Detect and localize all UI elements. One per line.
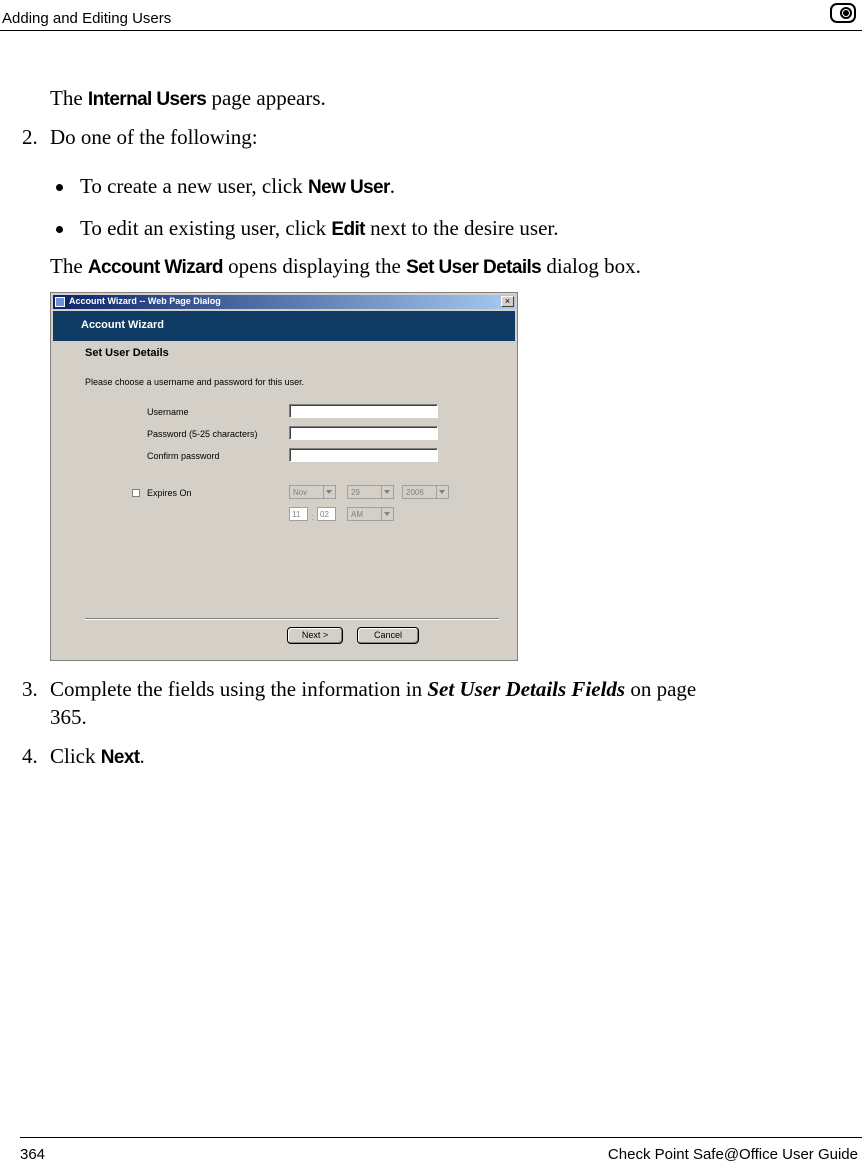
step-4-end: . [139, 744, 145, 768]
account-wizard-term: Account Wizard [87, 257, 223, 278]
step-4-text: Click [50, 744, 101, 768]
chevron-down-icon [436, 486, 448, 498]
confirm-password-input[interactable] [289, 448, 438, 462]
bullet-1-text: To create a new user, click [80, 174, 308, 198]
footer-divider [20, 1137, 862, 1138]
expires-on-label: Expires On [147, 488, 192, 498]
step-2-text: Do one of the following: [50, 125, 258, 149]
username-label: Username [147, 407, 189, 417]
day-select[interactable] [347, 485, 394, 499]
wizard-banner-title: Account Wizard [81, 319, 165, 331]
wizard-paragraph [50, 254, 641, 279]
bullet-2-text: To edit an existing user, click [80, 216, 332, 240]
cancel-button[interactable]: Cancel [357, 627, 419, 644]
step-4-number: 4. [22, 744, 38, 768]
new-user-term: New User [308, 177, 390, 198]
dialog-divider [85, 618, 499, 620]
logo-dot [843, 10, 849, 16]
edit-term: Edit [331, 219, 365, 240]
bullet-item-edit [80, 216, 559, 241]
step-3-text-end: on page [625, 677, 697, 701]
chevron-down-icon [381, 486, 393, 498]
chevron-down-icon [323, 486, 335, 498]
wizard-banner [53, 311, 515, 341]
minute-value: 02 [320, 510, 329, 519]
step-3-page-ref: 365. [50, 705, 87, 729]
guide-title: Check Point Safe@Office User Guide [607, 1146, 858, 1163]
bullet-icon [56, 184, 63, 191]
step-2 [22, 125, 258, 150]
dialog-window-title: Account Wizard -- Web Page Dialog [69, 296, 221, 306]
next-button[interactable]: Next > [287, 627, 343, 644]
set-user-details-term: Set User Details [406, 257, 542, 278]
wizard-text-mid: opens displaying the [222, 254, 407, 278]
chevron-down-icon [381, 508, 393, 520]
step-4 [22, 744, 145, 769]
header-divider [0, 30, 862, 31]
next-term: Next [100, 747, 140, 768]
intro-paragraph [50, 86, 326, 111]
minute-input[interactable] [317, 507, 336, 521]
wizard-text-start: The [50, 254, 88, 278]
password-label: Password (5-25 characters) [147, 429, 258, 439]
bullet-2-end: next to the desire user. [364, 216, 559, 240]
year-value: 2006 [406, 488, 424, 497]
dialog-title-bar [53, 295, 515, 309]
year-select[interactable] [402, 485, 449, 499]
step-3-number: 3. [22, 677, 38, 701]
page-number: 364 [20, 1146, 46, 1163]
intro-text: The [50, 86, 88, 110]
bullet-item-new-user [80, 174, 395, 199]
expires-checkbox[interactable] [132, 489, 140, 497]
step-3 [22, 677, 696, 702]
section-title: Set User Details [85, 347, 169, 359]
header-title: Adding and Editing Users [2, 10, 172, 27]
ampm-select[interactable] [347, 507, 394, 521]
bullet-icon [56, 226, 63, 233]
ampm-value: AM [351, 510, 363, 519]
time-separator: : [311, 512, 314, 522]
hour-input[interactable] [289, 507, 308, 521]
day-value: 29 [351, 488, 360, 497]
dialog-instructions: Please choose a username and password for this user. [85, 377, 305, 387]
password-input[interactable] [289, 426, 438, 440]
hour-value: 11 [292, 510, 301, 519]
step-2-number: 2. [22, 125, 38, 149]
step-3-text: Complete the fields using the information in [50, 677, 428, 701]
bullet-1-end: . [389, 174, 396, 198]
set-user-details-fields-link[interactable]: Set User Details Fields [427, 677, 626, 701]
month-value: Nov [293, 488, 308, 497]
account-wizard-dialog [50, 292, 518, 661]
window-icon [55, 297, 65, 307]
intro-text-end: page appears. [206, 86, 326, 110]
wizard-text-end: dialog box. [541, 254, 641, 278]
username-input[interactable] [289, 404, 438, 418]
month-select[interactable] [289, 485, 336, 499]
check-point-logo-icon [830, 3, 856, 23]
internal-users-term: Internal Users [87, 89, 207, 110]
confirm-password-label: Confirm password [147, 451, 220, 461]
close-icon[interactable]: × [501, 296, 514, 307]
